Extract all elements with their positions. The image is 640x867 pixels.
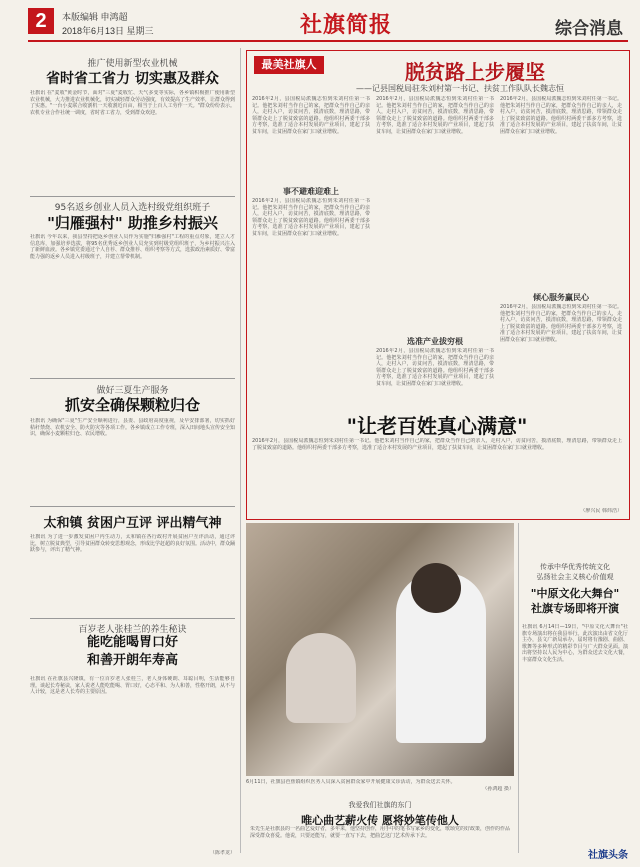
feature-quote: "让老百姓真心满意"	[346, 414, 528, 438]
section-title: 综合消息	[555, 19, 623, 39]
sidebar-body: 社旗讯 6月14日—19日，"中原文化大舞台"社旗专场演出将在我县举行。此次演出由省文化厅主办，县文广新局承办，届时将有豫剧、曲剧、歌舞等多种形式的精彩节目与广大群众见面。演出将坚持以人民为中心，为群众送去文化大餐，丰富群众文化生活。	[522, 624, 628, 663]
photo-credit: （孙鸿超 摄）	[482, 786, 514, 792]
feature-subtitle: ——记县国税局驻朱刘村第一书记、扶贫工作队队长魏志恒	[356, 84, 564, 93]
masthead-divider	[28, 40, 628, 42]
bottom-story-kicker: 我爱我们社旗的东门	[348, 801, 412, 809]
feature-body-col3: 2016年2月，县国税局派魏志恒到朱刘村任第一书记。他把朱刘村当作自己的家，把群众当作自己的亲人，走村入户，访贫问苦，摸清底数，理清思路，带领群众走上了脱贫致富的道路。他组织村两委干部多方考察，选准了适合本村发展的产业项目，建起了扶贫车间，让贫困群众在家门口就业增收。	[500, 96, 622, 135]
wechat-watermark: 社旗头条	[588, 850, 628, 861]
article1-title: 省时省工省力 切实惠及群众	[46, 71, 219, 87]
article4-body: 社旗讯 为了进一步激发贫困户内生动力，太和镇在各行政村开展贫困户互评活动，通过评比，树立脱贫典型，引导贫困群众转变思想观念，形成比学赶超的良好氛围。活动中，群众踊跃参与，评出了精气神。	[30, 534, 235, 554]
feature-subhead-1: 事不避难迎难上	[283, 187, 339, 196]
sidebar-title: "中原文化大舞台" 社旗专场即将开演	[530, 587, 620, 615]
article5-title: 能吃能喝胃口好 和善开朗年寿高	[86, 635, 178, 668]
feature-body-col2b: 2016年2月，县国税局派魏志恒到朱刘村任第一书记。他把朱刘村当作自己的家，把群众当作自己的亲人，走村入户，访贫问苦，摸清底数，理清思路，带领群众走上了脱贫致富的道路。他组织村两委干部多方考察，选准了适合本村发展的产业项目，建起了扶贫车间，让贫困群众在家门口就业增收。	[376, 348, 494, 387]
page-number: 2	[28, 8, 54, 34]
bottom-story-title: 唯心曲艺薪火传 愿将妙笔传他人	[301, 814, 459, 827]
article5-author: （陈孝龙）	[209, 850, 235, 856]
article2-kicker: 95名返乡创业人员入选村级党组织班子	[54, 203, 211, 213]
feature-subhead-3: 倾心服务赢民心	[533, 293, 589, 302]
news-photo	[246, 523, 514, 776]
column-divider	[518, 523, 519, 853]
column-divider	[240, 48, 241, 853]
feature-tag: 最美社旗人	[254, 56, 324, 74]
feature-body-end: 2016年2月，县国税局派魏志恒到朱刘村任第一书记。他把朱刘村当作自己的家，把群众当作自己的亲人，走村入户，访贫问苦，摸清底数，理清思路，带领群众走上了脱贫致富的道路。他组织村两委干部多方考察，选准了适合本村发展的产业项目，建起了扶贫车间，让贫困群众在家门口就业增收。	[252, 438, 622, 451]
issue-date: 2018年6月13日 星期三	[62, 26, 154, 36]
feature-body-col1: 2016年2月，县国税局派魏志恒到朱刘村任第一书记。他把朱刘村当作自己的家，把群众当作自己的亲人，走村入户，访贫问苦，摸清底数，理清思路，带领群众走上了脱贫致富的道路。他组织村两委干部多方考察，选准了适合本村发展的产业项目，建起了扶贫车间，让贫困群众在家门口就业增收。	[252, 96, 370, 135]
feature-body-col1b: 2016年2月，县国税局派魏志恒到朱刘村任第一书记。他把朱刘村当作自己的家，把群众当作自己的亲人，走村入户，访贫问苦，摸清底数，理清思路，带领群众走上了脱贫致富的道路。他组织村两委干部多方考察，选准了适合本村发展的产业项目，建起了扶贫车间，让贫困群众在家门口就业增收。	[252, 198, 370, 237]
article2-title: "归雁强村" 助推乡村振兴	[47, 214, 218, 232]
photo-caption: 6月11日，社旗县芭蕉镇组织医务人员深入贫困群众家中开展健康义诊活动，为群众送去关怀。	[246, 779, 456, 785]
article3-title: 抓安全确保颗粒归仓	[64, 396, 200, 414]
divider	[30, 618, 235, 619]
feature-byline: （廖兴民 韩炜浩）	[580, 508, 622, 514]
doctor-head	[411, 563, 461, 613]
patient-figure	[286, 633, 356, 723]
feature-body-col3b: 2016年2月，县国税局派魏志恒到朱刘村任第一书记。他把朱刘村当作自己的家，把群众当作自己的亲人，走村入户，访贫问苦，摸清底数，理清思路，带领群众走上了脱贫致富的道路。他组织村两委干部多方考察，选准了适合本村发展的产业项目，建起了扶贫车间，让贫困群众在家门口就业增收。	[500, 304, 622, 343]
feature-subhead-2: 选准产业拔穷根	[407, 337, 463, 346]
article2-body: 社旗讯 今年以来，我县坚持把返乡创业人员作为实施"归雁强村"工程的重点对象，建立人才信息库，加强培养选拔，将95名优秀返乡创业人员充实到村级党组织班子，为乡村振兴注入了新鲜血液。各乡镇党委通过个人自荐、群众推荐、组织考察等方式，选拔政治素质好、带富能力强的返乡人员进入村级班子，并建立帮带机制。	[30, 234, 235, 260]
sidebar-kicker: 传承中华优秀传统文化 弘扬社会主义核心价值观	[536, 563, 614, 581]
masthead	[0, 0, 640, 38]
divider	[30, 196, 235, 197]
article3-body: 社旗讯 为确保"三夏"生产安全顺利进行，县委、县政府高度重视，及早安排部署，切实抓好秸秆禁烧、农机安全、防火防灾等各项工作。各乡镇成立工作专班，深入田间地头宣传安全知识，确保小麦颗粒归仓、农民增收。	[30, 418, 235, 438]
article1-body: 社旗讯 在"麦收"黄金时节，面对"三夏"麦收忙、天气多变等实际，各乡镇积极推广使用新型农业机械，大力推进农业机械化，切实减轻群众劳动强度，有效提高了生产效率，让群众得到了实惠。"一台小麦联合收割机一天收割近百亩，相当于上百人工劳作一天。"群众纷纷表示。农机专业合作社统一调度，省时省工省力，受到群众欢迎。	[30, 90, 235, 116]
article1-kicker: 推广使用新型农业机械	[87, 59, 178, 69]
article4-title: 太和镇 贫困户互评 评出精气神	[43, 516, 222, 531]
newspaper-brand: 社旗简报	[300, 12, 393, 38]
divider	[30, 378, 235, 379]
feature-title: 脱贫路上步履坚	[405, 60, 545, 84]
divider	[30, 506, 235, 507]
article5-kicker: 百岁老人张桂兰的养生秘诀	[78, 625, 187, 635]
editor-line: 本版编辑 申鸿超	[62, 12, 128, 22]
feature-body-col2: 2016年2月，县国税局派魏志恒到朱刘村任第一书记。他把朱刘村当作自己的家，把群众当作自己的亲人，走村入户，访贫问苦，摸清底数，理清思路，带领群众走上了脱贫致富的道路。他组织村两委干部多方考察，选准了适合本村发展的产业项目，建起了扶贫车间，让贫困群众在家门口就业增收。	[376, 96, 494, 135]
bottom-story-body: 朱先生是社旗县的一名曲艺爱好者，多年来，他坚持创作，用手中的笔书写家乡的变化，歌颂党的好政策，创作的作品深受群众喜爱。他说，只要还能写，就要一直写下去，把曲艺这门艺术传承下去。	[250, 826, 510, 839]
article5-body: 社旗讯 在社旗县兴隆镇，有一位百岁老人张桂兰，老人身体硬朗、耳聪目明，生活能够自理。谈起长寿秘诀，家人说老人能吃能喝、胃口好，心态平和、为人和善，性格开朗，从不与人计较，这是老人长寿的主要原因。	[30, 676, 235, 696]
article3-kicker: 做好三夏生产服务	[96, 386, 169, 396]
